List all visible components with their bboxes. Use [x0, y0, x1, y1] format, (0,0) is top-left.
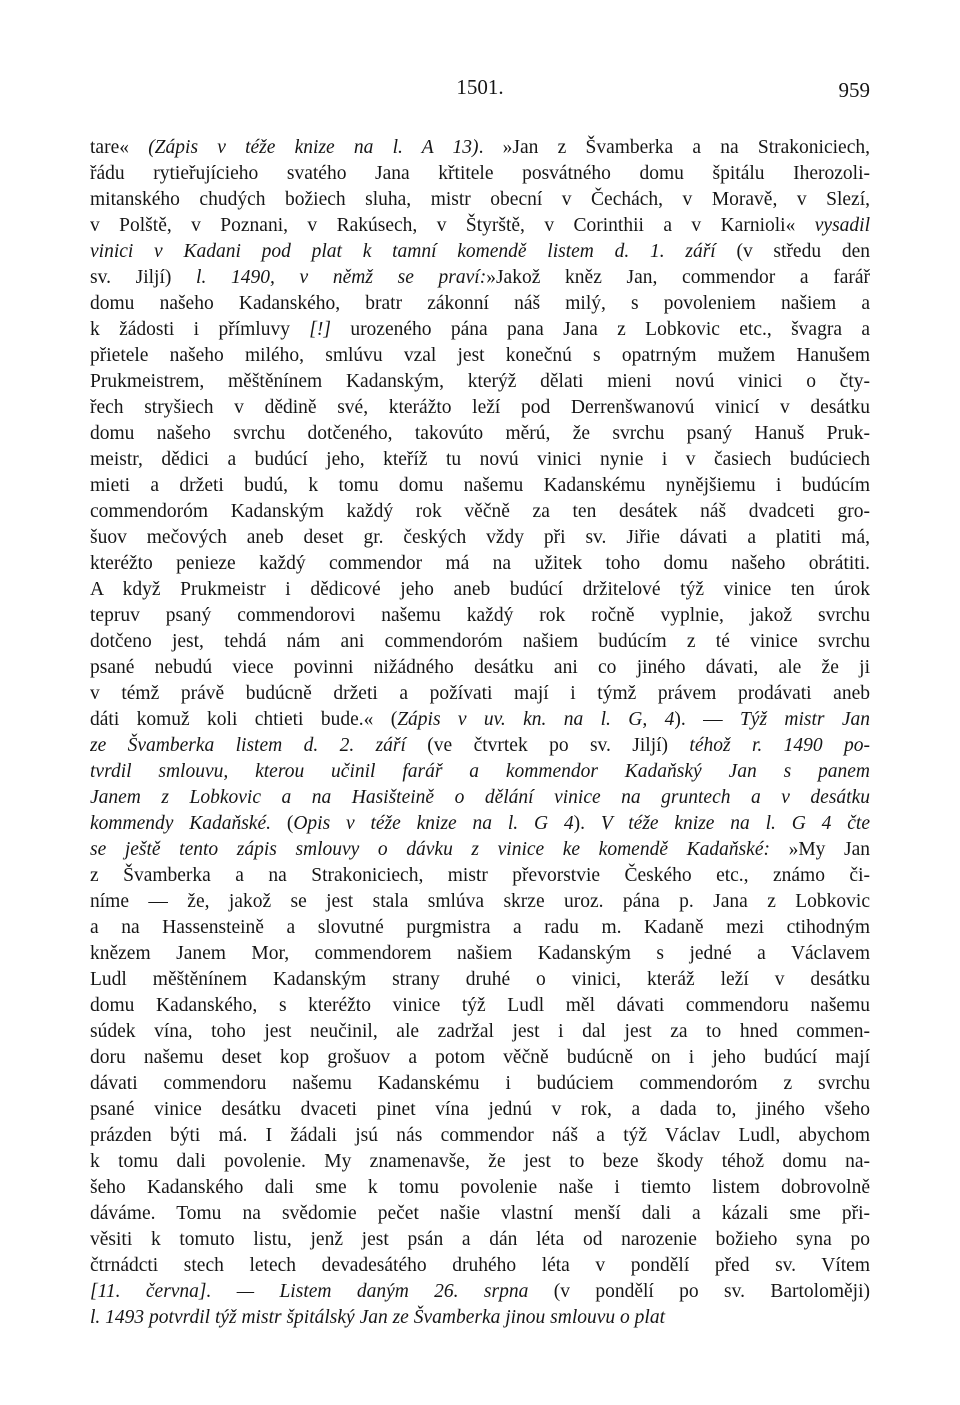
text-segment: mieti a držeti budú, k tomu domu našemu Kadanskému nynějšiemu i budúcím: [90, 475, 870, 496]
text-line: [90, 941, 870, 967]
text-line: [90, 421, 870, 447]
text-line: [90, 1253, 870, 1279]
page-number: 959: [838, 78, 870, 102]
text-line: [90, 1097, 870, 1123]
text-segment: knězem Janem Mor, commendorem našiem Kadanským s jedné a Václavem: [90, 943, 870, 964]
text-segment: kteréžto penieze každý commendor má na užitek toho domu našeho obrátiti.: [90, 553, 870, 574]
text-segment: A když Prukmeistr i dědicové jeho aneb budúcí držitelové týž vinice ten úrok: [90, 579, 870, 600]
text-line: [90, 161, 870, 187]
text-line: [90, 681, 870, 707]
text-segment: čtrnádcti stech letech devadesátého druhého léta v pondělí před sv. Vítem: [90, 1255, 870, 1276]
italic-segment: (Zápis v téže knize na l. A 13): [148, 137, 479, 158]
text-line: [90, 759, 870, 785]
text-line: [90, 577, 870, 603]
italic-segment: se ještě tento zápis smlouvy o dávku z vinice ke komendě Kadaňské:: [90, 839, 770, 860]
text-segment: v Polště, v Poznani, v Rakúsech, v Štyrště, v Corinthii a v Karnioli«: [90, 215, 815, 236]
text-segment: psané vinice desátku dvaceti pinet vína jednú v rok, a dada to, jiného všeho: [90, 1099, 870, 1120]
text-line: [90, 1071, 870, 1097]
text-segment: commendoróm Kadanským každý rok věčně za ten desátek náš dvadceti gro-: [90, 501, 870, 522]
text-line: [90, 395, 870, 421]
text-segment: věsiti k tomuto listu, jenž jest psán a dán léta od narozenie božieho syna po: [90, 1229, 870, 1250]
text-segment: »Jakož kněz Jan, commendor a farář: [486, 267, 870, 288]
text-line: [90, 1175, 870, 1201]
italic-segment: Janem z Lobkovic a na Hasišteině o dělání vinice na gruntech a v desátku: [90, 787, 870, 808]
text-line: [90, 655, 870, 681]
text-line: [90, 967, 870, 993]
text-segment: přietele našeho milého, smlúvu vzal jest konečnú s opatrným mužem Hanušem: [90, 345, 870, 366]
text-line: [90, 239, 870, 265]
text-line: [90, 499, 870, 525]
text-line: [90, 291, 870, 317]
text-line: [90, 1227, 870, 1253]
text-line: [90, 317, 870, 343]
text-segment: k žádosti i přímluvy: [90, 319, 310, 340]
text-line: [90, 1149, 870, 1175]
text-segment: Ludl měštěnínem Kadanským strany druhé o vinici, kteráž leží v desátku: [90, 969, 870, 990]
italic-segment: Zápis v uv. kn. na l. G, 4: [397, 709, 675, 730]
text-segment: Prukmeistrem, měštěnínem Kadanským, kterýž dělati mieni novú vinici o čty-: [90, 371, 870, 392]
text-line: [90, 265, 870, 291]
text-line: [90, 863, 870, 889]
text-segment: prázden býti má. I žádali jsú nás commendor náš a týž Václav Ludl, abychom: [90, 1125, 870, 1146]
text-segment: doru našemu deset kop grošuov a potom věčně budúcně on i jeho budúcí mají: [90, 1047, 870, 1068]
page-header: [90, 75, 870, 101]
text-segment: šeho Kadanského dali sme k tomu povolenie naše i tiemto listem dobrovolně: [90, 1177, 870, 1198]
italic-segment: Týž mistr Jan: [739, 709, 870, 730]
text-segment: (: [271, 813, 294, 834]
text-segment: dávati commendoru našemu Kadanskému i budúciem commendoróm z svrchu: [90, 1073, 870, 1094]
italic-segment: [!]: [309, 319, 331, 340]
text-line: [90, 811, 870, 837]
text-segment: v témž právě budúcně držeti a požívati mají i týmž právem prodávati aneb: [90, 683, 870, 704]
italic-segment: [11. června]. — Listem daným 26. srpna: [90, 1281, 529, 1302]
text-segment: (ve čtvrtek po sv. Jiljí): [405, 735, 690, 756]
italic-segment: Opis v téže knize na l. G 4: [293, 813, 574, 834]
italic-segment: l. 1493 potvrdil týž mistr špitálský Jan ze Švamberka jinou smlouvu o plat: [90, 1307, 666, 1328]
text-line: [90, 733, 870, 759]
text-segment: domu našeho Kadanského, bratr zákonní náš milý, s povoleniem našiem a: [90, 293, 870, 314]
text-segment: ).: [573, 813, 601, 834]
text-segment: dáváme. Tomu na svědomie pečet našie vlastní menší dali a kázali sme při-: [90, 1203, 870, 1224]
text-segment: »My Jan: [769, 839, 870, 860]
text-line: [90, 135, 870, 161]
text-line: [90, 1279, 870, 1305]
text-segment: dáti komuž koli chtieti bude.« (: [90, 709, 398, 730]
italic-segment: kommendy Kadaňské.: [90, 813, 271, 834]
text-segment: k tomu dali povolenie. My znamenavše, že jest to beze škody téhož domu na-: [90, 1151, 870, 1172]
text-segment: psané nebudú viece povinni nižádného desátku ani co jiného dávati, ale že ji: [90, 657, 870, 678]
italic-segment: vinici v Kadani pod plat k tamní komendě listem d. 1. září: [90, 241, 716, 262]
text-segment: domu našeho svrchu dotčeného, takovúto měrú, že svrchu psaný Hanuš Pruk-: [90, 423, 870, 444]
text-line: [90, 1201, 870, 1227]
italic-segment: V téže knize na l. G 4 čte: [600, 813, 870, 834]
text-line: [90, 551, 870, 577]
text-line: [90, 889, 870, 915]
text-line: [90, 447, 870, 473]
text-line: [90, 993, 870, 1019]
text-segment: tare«: [90, 137, 149, 158]
text-segment: tepruv psaný commendorovi našemu každý rok ročně vyplnie, jakož svrchu: [90, 605, 870, 626]
text-segment: řech stryšiech v dědině své, kterážto leží pod Derrenšwanovú vinicí v desátku: [90, 397, 870, 418]
italic-segment: ze Švamberka listem d. 2. září: [90, 735, 406, 756]
italic-segment: vysadil: [814, 215, 870, 236]
text-segment: (v pondělí po sv. Bartoloměji): [528, 1281, 870, 1302]
body-text: [90, 135, 870, 1331]
text-line: [90, 1045, 870, 1071]
text-line: [90, 915, 870, 941]
text-line: [90, 187, 870, 213]
text-line: [90, 343, 870, 369]
text-segment: sv. Jiljí): [90, 267, 197, 288]
text-line: [90, 525, 870, 551]
text-segment: meistr, dědici a budúcí jeho, kteříž tu novú vinici nynie i v časiech budúciech: [90, 449, 870, 470]
text-segment: šuov mečových aneb deset gr. českých vždy při sv. Jiřie dávati a platiti má,: [90, 527, 870, 548]
text-line: [90, 785, 870, 811]
italic-segment: tvrdil smlouvu, kterou učinil farář a kommendor Kadaňský Jan s panem: [90, 761, 870, 782]
text-line: [90, 629, 870, 655]
text-line: [90, 369, 870, 395]
text-line: [90, 1305, 870, 1331]
text-segment: mitanského chudých božiech sluha, mistr obecní v Čechách, v Moravě, v Slezí,: [90, 189, 870, 210]
text-segment: urozeného pána pana Jana z Lobkovic etc., švagra a: [330, 319, 870, 340]
italic-segment: téhož r. 1490 po-: [689, 735, 870, 756]
text-line: [90, 603, 870, 629]
text-segment: a na Hassensteině a slovutné purgmistra a radu m. Kadaně mezi ctihodným: [90, 917, 870, 938]
text-segment: níme — že, jakož se jest stala smlúva skrze uroz. pána p. Jana z Lobkovic: [90, 891, 870, 912]
text-segment: ). —: [674, 709, 740, 730]
text-line: [90, 1019, 870, 1045]
text-line: [90, 473, 870, 499]
text-segment: domu Kadanského, s kteréžto vinice týž Ludl měl dávati commendoru našemu: [90, 995, 870, 1016]
text-segment: súdek vína, toho jest neučinil, ale zadržal jest i dal jest za to hned commen-: [90, 1021, 870, 1042]
text-line: [90, 1123, 870, 1149]
italic-segment: l. 1490, v němž se praví:: [196, 267, 487, 288]
text-line: [90, 213, 870, 239]
text-line: [90, 837, 870, 863]
text-segment: (v středu den: [715, 241, 870, 262]
text-segment: . »Jan z Švamberka a na Strakoniciech,: [478, 137, 870, 158]
text-segment: dotčeno jest, tehdá nám ani commendoróm našiem budúcím z té vinice svrchu: [90, 631, 870, 652]
text-segment: z Švamberka a na Strakoniciech, mistr převorstvie Českého etc., známo či-: [90, 865, 870, 886]
text-segment: řádu rytieřujícieho svatého Jana křtitele posvátného domu špitálu Iherozoli-: [90, 163, 870, 184]
running-year: 1501.: [456, 75, 504, 99]
text-line: [90, 707, 870, 733]
